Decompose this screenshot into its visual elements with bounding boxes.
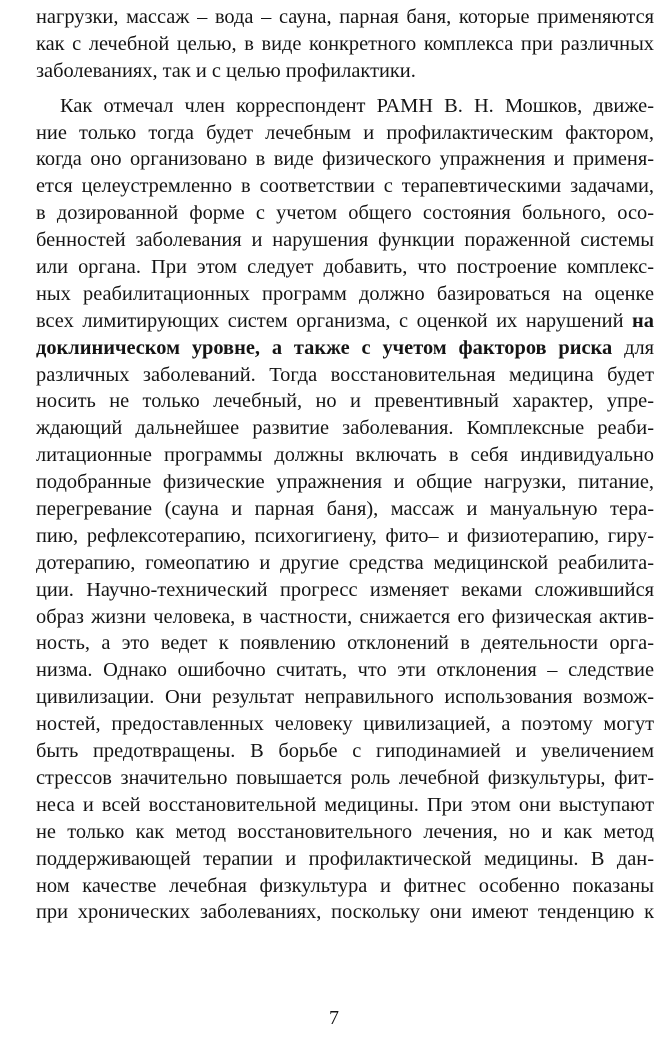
paragraph-2 bbox=[36, 93, 654, 927]
text-line: различных заболеваний. Тогда восстановительная медицина будет bbox=[36, 363, 654, 386]
text-line: пию, рефлексотерапию, психогигиену, фито– и физиотерапию, гиру- bbox=[36, 524, 654, 547]
text-segment: для bbox=[612, 336, 654, 359]
text-line: когда оно организовано в виде физического упражнения и применя- bbox=[36, 148, 654, 171]
text-line: как с лечебной целью, в виде конкретного комплекса при различных bbox=[36, 32, 654, 55]
text-line: быть предотвращены. В борьбе с гиподинамией и увеличением bbox=[36, 740, 654, 763]
text-line: ние только тогда будет лечебным и профилактическим фактором, bbox=[36, 121, 654, 144]
text-line: не только как метод восстановительного лечения, но и как метод bbox=[36, 820, 654, 843]
paragraph-1 bbox=[36, 4, 654, 85]
page-body bbox=[36, 4, 654, 926]
bold-text-segment: на bbox=[632, 309, 654, 332]
text-line: литационные программы должны включать в себя индивидуально bbox=[36, 444, 654, 467]
text-line: бенностей заболевания и нарушения функции пораженной системы bbox=[36, 229, 654, 252]
text-line: заболеваниях, так и с целью профилактики. bbox=[36, 59, 416, 82]
text-line: ных реабилитационных программ должно базироваться на оценке bbox=[36, 282, 654, 305]
text-line: ется целеустремленно в соответствии с терапевтическими задачами, bbox=[36, 175, 654, 198]
text-line: носить не только лечебный, но и превентивный характер, упре- bbox=[36, 390, 654, 413]
text-line: ность, а это ведет к появлению отклонений в деятельности орга- bbox=[36, 632, 654, 655]
text-line-with-bold bbox=[36, 308, 654, 335]
text-line: Как отмечал член корреспондент РАМН В. Н. Мошков, движе- bbox=[60, 94, 654, 117]
text-line: или органа. При этом следует добавить, что построение комплекс- bbox=[36, 256, 654, 279]
text-line: ции. Научно-технический прогресс изменяет веками сложившийся bbox=[36, 578, 654, 601]
text-line: при хронических заболеваниях, поскольку они имеют тенденцию к bbox=[36, 901, 654, 924]
text-line: стрессов значительно повышается роль лечебной физкультуры, фит- bbox=[36, 766, 654, 789]
text-line-with-bold bbox=[36, 335, 654, 362]
text-segment: всех лимитирующих систем организма, с оценкой их нарушений bbox=[36, 309, 633, 332]
text-line: цивилизации. Они результат неправильного использования возмож- bbox=[36, 686, 654, 709]
text-line: образ жизни человека, в частности, снижается его физическая актив- bbox=[36, 605, 654, 628]
text-line: нагрузки, массаж – вода – сауна, парная баня, которые применяются bbox=[36, 6, 654, 28]
text-line: ждающий дальнейшее развитие заболевания. Комплексные реаби- bbox=[36, 417, 654, 440]
bold-text-segment: доклиническом уровне, а также с учетом факторов риска bbox=[36, 336, 613, 359]
text-line: дотерапию, гомеопатию и другие средства медицинской реабилита- bbox=[36, 551, 654, 574]
text-line: неса и всей восстановительной медицины. При этом они выступают bbox=[36, 793, 654, 816]
text-line: низма. Однако ошибочно считать, что эти отклонения – следствие bbox=[36, 659, 654, 682]
text-line: ном качестве лечебная физкультура и фитнес особенно показаны bbox=[36, 874, 654, 897]
text-line: ностей, предоставленных человеку цивилизацией, а поэтому могут bbox=[36, 713, 654, 736]
text-line: перегревание (сауна и парная баня), массаж и мануальную тера- bbox=[36, 498, 654, 521]
page-number: 7 bbox=[329, 1007, 339, 1029]
text-line: в дозированной форме с учетом общего состояния больного, осо- bbox=[36, 202, 654, 225]
text-line: подобранные физические упражнения и общие нагрузки, питание, bbox=[36, 471, 654, 494]
text-line: поддерживающей терапии и профилактической медицины. В дан- bbox=[36, 847, 654, 870]
